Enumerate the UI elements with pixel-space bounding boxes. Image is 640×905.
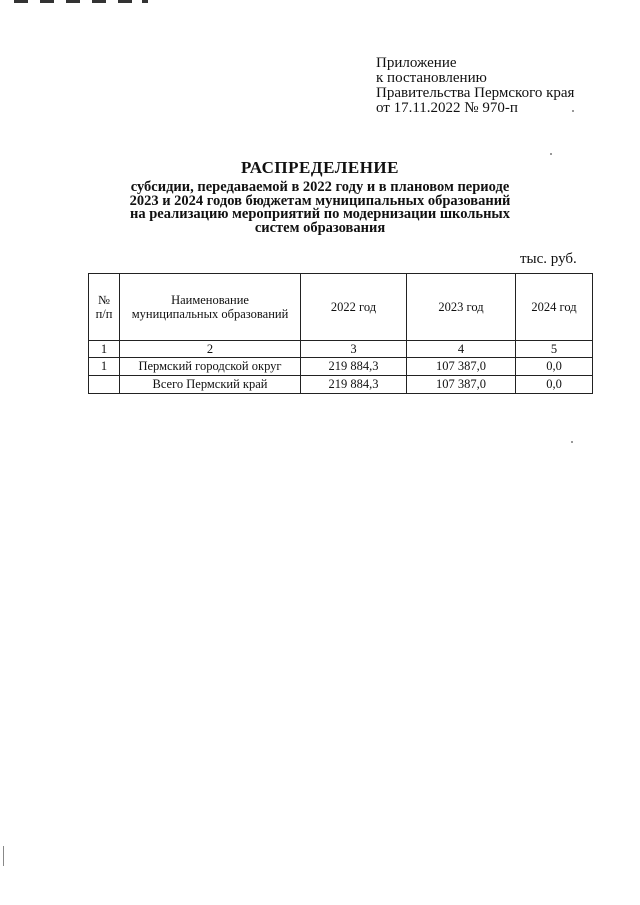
header-number-line-2: п/п	[95, 307, 113, 321]
approval-stamp	[376, 56, 574, 116]
column-number: 4	[407, 341, 516, 358]
table-row	[89, 358, 593, 376]
scan-speck	[571, 441, 573, 443]
header-2024: 2024 год	[516, 274, 593, 341]
municipality-name: Пермский городской округ	[120, 358, 301, 376]
subtitle-line-3: на реализацию мероприятий по модернизации школьных	[129, 206, 511, 222]
header-name-line-1: Наименование	[171, 293, 249, 307]
header-number-line-1: №	[98, 293, 110, 307]
scan-speck	[572, 110, 574, 112]
approval-line-1: Приложение	[376, 55, 457, 71]
header-number	[89, 274, 120, 341]
header-name-line-2: муниципальных образований	[131, 307, 289, 321]
table-total-row	[89, 376, 593, 394]
column-number: 2	[120, 341, 301, 358]
subtitle-line-1: субсидии, передаваемой в 2022 году и в плановом периоде	[130, 179, 510, 195]
column-number-row	[89, 341, 593, 358]
column-number: 1	[89, 341, 120, 358]
approval-line-4: от 17.11.2022 № 970-п	[376, 100, 518, 116]
table-header-row	[89, 274, 593, 341]
value-2022: 219 884,3	[301, 376, 407, 394]
header-2023: 2023 год	[407, 274, 516, 341]
approval-line-3: Правительства Пермского края	[376, 85, 575, 101]
subtitle-line-2: 2023 и 2024 годов бюджетам муниципальных образований	[129, 192, 511, 209]
value-2023: 107 387,0	[407, 376, 516, 394]
scan-edge-marks	[14, 0, 154, 6]
header-name	[120, 274, 301, 341]
document-title: РАСПРЕДЕЛЕНИЕ	[241, 158, 399, 177]
value-2023: 107 387,0	[407, 358, 516, 376]
municipality-name: Всего Пермский край	[120, 376, 301, 394]
value-2024: 0,0	[516, 376, 593, 394]
header-2022: 2022 год	[301, 274, 407, 341]
value-2024: 0,0	[516, 358, 593, 376]
subtitle-line-4: систем образования	[254, 219, 386, 236]
row-number	[89, 376, 120, 394]
units-label: тыс. руб.	[520, 251, 577, 267]
scan-speck	[550, 153, 552, 155]
approval-line-2: к постановлению	[376, 70, 487, 86]
column-number: 5	[516, 341, 593, 358]
scan-margin-mark	[3, 846, 4, 866]
distribution-table	[88, 273, 593, 394]
row-number: 1	[89, 358, 120, 376]
value-2022: 219 884,3	[301, 358, 407, 376]
document-subtitle	[100, 181, 540, 235]
column-number: 3	[301, 341, 407, 358]
